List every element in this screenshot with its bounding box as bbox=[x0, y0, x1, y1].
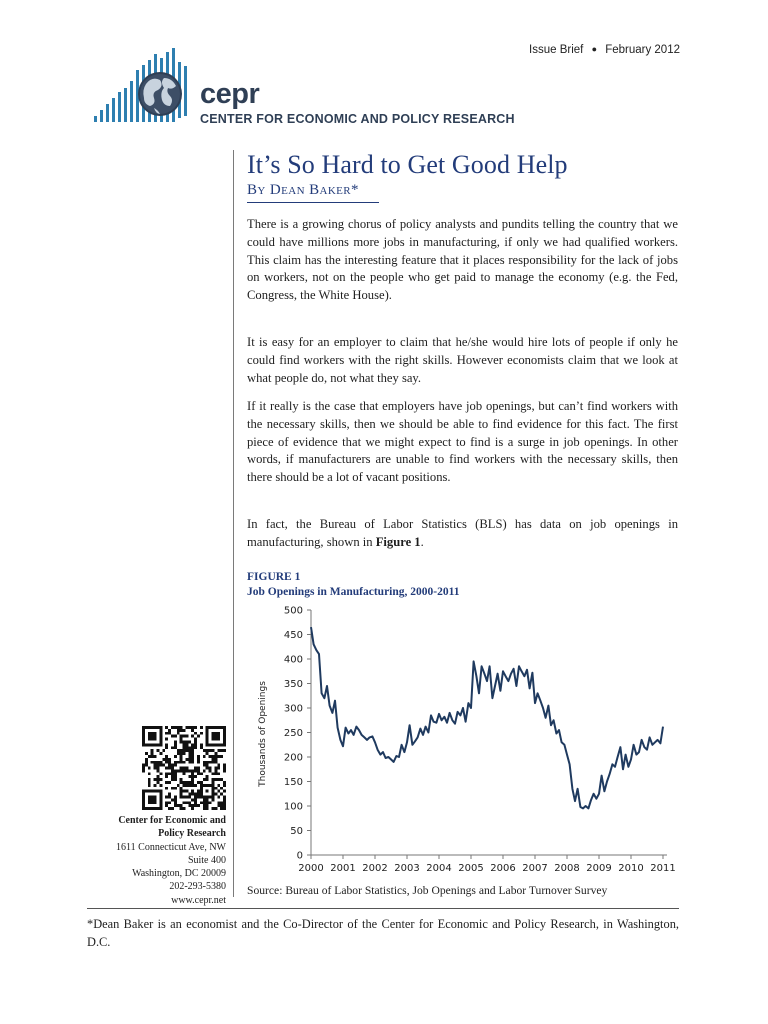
x-tick-label: 2010 bbox=[618, 863, 644, 874]
x-tick-label: 2009 bbox=[586, 863, 612, 874]
x-tick-label: 2000 bbox=[298, 863, 324, 874]
figure-source: Source: Bureau of Labor Statistics, Job Openings and Labor Turnover Survey bbox=[247, 884, 608, 897]
x-tick-label: 2007 bbox=[522, 863, 548, 874]
y-tick-label: 400 bbox=[283, 654, 303, 666]
y-tick-label: 500 bbox=[283, 605, 303, 617]
y-tick-label: 0 bbox=[296, 850, 303, 862]
byline: By Dean Baker* bbox=[247, 182, 359, 198]
cepr-logo-globe-bars-icon bbox=[94, 48, 194, 124]
footer-rule bbox=[87, 908, 679, 909]
x-tick-label: 2004 bbox=[426, 863, 452, 874]
figure-reference: Figure 1 bbox=[375, 534, 421, 549]
paragraph-1: There is a growing chorus of policy analysts and pundits telling the country that we could have millions more jobs in manufacturing, if only we had qualified workers. This claim has the interesting feature that it places responsibility for the lack of jobs on workers, not on the people who get paid to manage the economy (e.g. the Fed, Congress, the White House). bbox=[247, 217, 678, 303]
y-tick-label: 250 bbox=[283, 728, 303, 739]
paragraph-4-text: In fact, the Bureau of Labor Statistics (BLS) has data on job openings in manufacturing, shown in bbox=[247, 517, 678, 549]
x-tick-label: 2001 bbox=[330, 863, 356, 874]
cepr-logo-subtitle: CENTER FOR ECONOMIC AND POLICY RESEARCH bbox=[200, 112, 515, 126]
paragraph-3: If it really is the case that employers have job openings, but can’t find workers with the necessary skills, then we should be able to find evidence for this fact. The first piece of evidence that we might expect to find is a surge in job openings. In other words, if manufacturers are unable to find workers with the necessary skills, then there should be a lot of vacant positions. bbox=[247, 399, 678, 485]
y-tick-label: 300 bbox=[283, 703, 303, 715]
bullet-separator: ● bbox=[591, 44, 597, 54]
figure-number: FIGURE 1 bbox=[247, 571, 301, 583]
issue-type: Issue Brief bbox=[529, 44, 584, 56]
y-tick-label: 50 bbox=[290, 826, 303, 837]
x-tick-label: 2011 bbox=[650, 863, 676, 874]
contact-org-line-1: Center for Economic and bbox=[118, 815, 226, 826]
contact-org-line-2: Policy Research bbox=[158, 828, 226, 840]
issue-date: February 2012 bbox=[605, 44, 680, 56]
x-tick-label: 2008 bbox=[554, 863, 580, 874]
paragraph-4-end: . bbox=[420, 534, 424, 549]
series-line bbox=[311, 627, 663, 808]
contact-address-2: Suite 400 bbox=[187, 854, 226, 866]
contact-block bbox=[86, 814, 226, 907]
figure-caption: Job Openings in Manufacturing, 2000-2011 bbox=[247, 586, 460, 598]
vertical-divider bbox=[233, 150, 234, 897]
figure-label-block bbox=[247, 570, 459, 600]
x-tick-label: 2005 bbox=[458, 863, 484, 874]
byline-underline bbox=[247, 202, 379, 203]
issue-line bbox=[500, 44, 680, 56]
x-tick-label: 2006 bbox=[490, 863, 516, 874]
contact-address-1: 1611 Connecticut Ave, NW bbox=[116, 841, 226, 853]
article-title: It’s So Hard to Get Good Help bbox=[247, 150, 568, 179]
contact-website[interactable]: www.cepr.net bbox=[171, 894, 226, 906]
x-tick-label: 2003 bbox=[394, 863, 420, 874]
y-tick-label: 450 bbox=[283, 630, 303, 641]
y-tick-label: 350 bbox=[283, 679, 303, 690]
author-footnote: *Dean Baker is an economist and the Co-Director of the Center for Economic and Policy Research, in Washington, D.C. bbox=[87, 917, 679, 949]
y-tick-label: 100 bbox=[283, 801, 303, 813]
paragraph-4 bbox=[247, 516, 678, 552]
y-tick-label: 200 bbox=[283, 752, 303, 764]
y-tick-label: 150 bbox=[283, 777, 303, 788]
contact-address-3: Washington, DC 20009 bbox=[132, 868, 226, 880]
y-axis-label: Thousands of Openings bbox=[258, 681, 268, 787]
paragraph-2: It is easy for an employer to claim that he/she would hire lots of people if only he could find workers with the right skills. However economists claim that we look at what people do, not what they say. bbox=[247, 335, 678, 385]
x-tick-label: 2002 bbox=[362, 863, 388, 874]
cepr-logo-text: cepr bbox=[200, 78, 260, 110]
contact-phone: 202-293-5380 bbox=[169, 881, 226, 893]
job-openings-chart bbox=[247, 600, 687, 880]
qr-code-icon bbox=[142, 726, 226, 810]
